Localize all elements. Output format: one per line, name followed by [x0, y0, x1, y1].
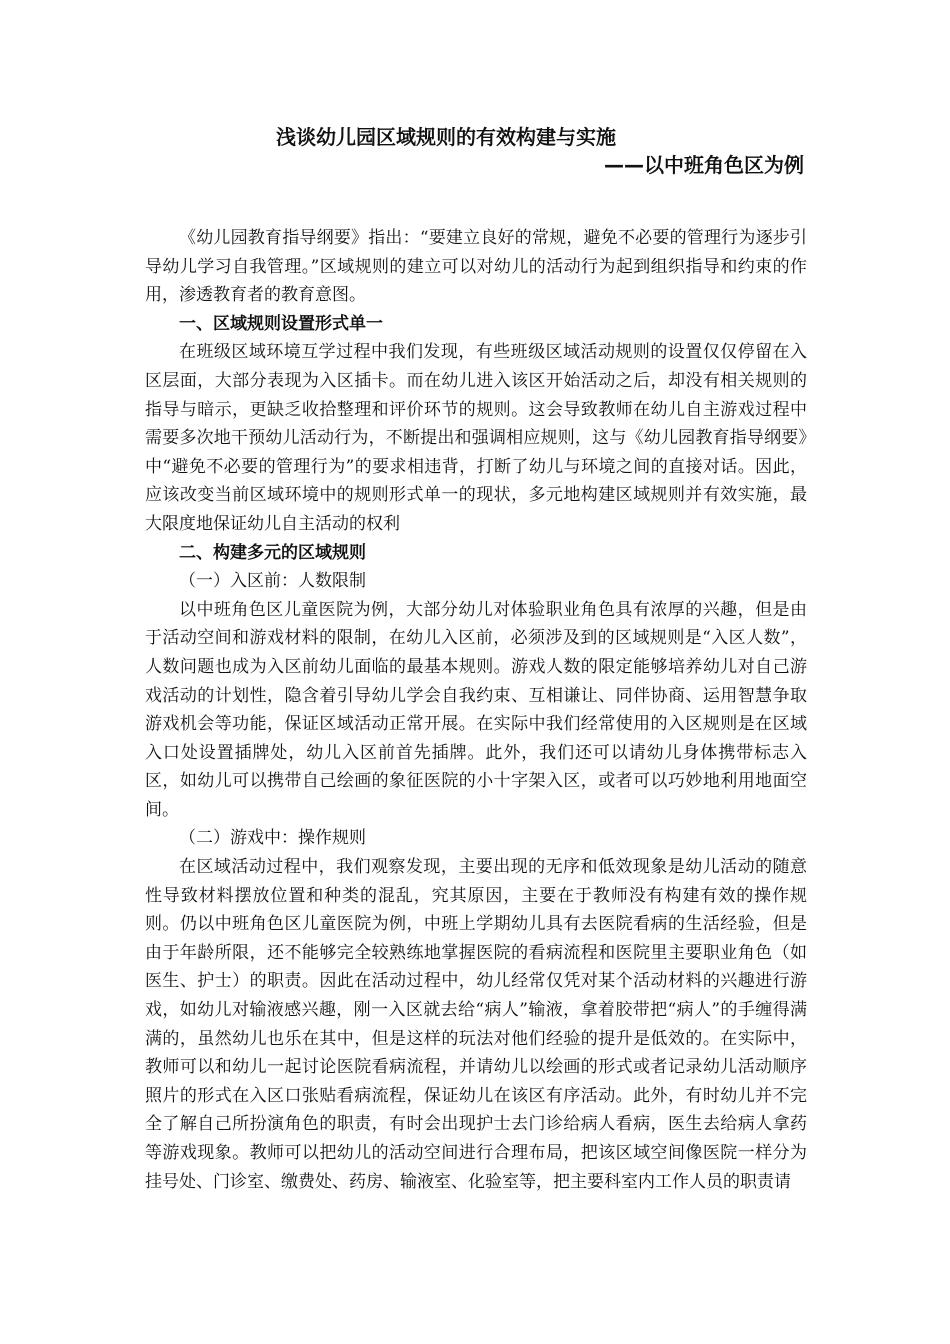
subheading-1: （一）入区前：人数限制 — [179, 571, 366, 592]
section-heading-2: 二、构建多元的区域规则 — [179, 542, 366, 563]
subheading-2: （二）游戏中：操作规则 — [179, 828, 366, 849]
paragraph-subsection-2: 在区域活动过程中，我们观察发现，主要出现的无序和低效现象是幼儿活动的随意性导致材料摆放位置和种类的混乱，究其原因，主要在于教师没有构建有效的操作规则。仍以中班角色区儿童医院为例，中班上学期幼儿具有去医院看病的生活经验，但是由于年龄所限，还不能够完全较熟练地掌握医院的看病流程和医院里主要职业角色（如医生、护士）的职责。因此在活动过程中，幼儿经常仅凭对某个活动材料的兴趣进行游戏，如幼儿对输液感兴趣，刚一入区就去给“病人”输液，拿着胶带把“病人”的手缠得满满的，虽然幼儿也乐在其中，但是这样的玩法对他们经验的提升是低效的。在实际中，教师可以和幼儿一起讨论医院看病流程，并请幼儿以绘画的形式或者记录幼儿活动顺序照片的形式在入区口张贴看病流程，保证幼儿在该区有序活动。此外，有时幼儿并不完全了解自己所扮演角色的职责，有时会出现护士去门诊给病人看病，医生去给病人拿药等游戏现象。教师可以把幼儿的活动空间进行合理布局，把该区域空间像医院一样分为挂号处、门诊室、缴费处、药房、输液室、化验室等，把主要科室内工作人员的职责请 — [145, 857, 807, 1192]
document-title: 浅谈幼儿园区域规则的有效构建与实施 — [276, 125, 616, 149]
document-body — [145, 224, 807, 1196]
section-heading-1: 一、区域规则设置形式单一 — [179, 313, 383, 334]
paragraph-subsection-1: 以中班角色区儿童医院为例，大部分幼儿对体验职业角色具有浓厚的兴趣，但是由于活动空间和游戏材料的限制，在幼儿入区前，必须涉及到的区域规则是“入区人数”，人数问题也成为入区前幼儿面临的最基本规则。游戏人数的限定能够培养幼儿对自己游戏活动的计划性，隐含着引导幼儿学会自我约束、互相谦让、同伴协商、运用智慧争取游戏机会等功能，保证区域活动正常开展。在实际中我们经常使用的入区规则是在区域入口处设置插牌处，幼儿入区前首先插牌。此外，我们还可以请幼儿身体携带标志入区，如幼儿可以携带自己绘画的象征医院的小十字架入区，或者可以巧妙地利用地面空间。 — [145, 599, 807, 820]
paragraph-intro: 《幼儿园教育指导纲要》指出：“要建立良好的常规，避免不必要的管理行为逐步引导幼儿学习自我管理。”区域规则的建立可以对幼儿的活动行为起到组织指导和约束的作用，渗透教育者的教育意图。 — [145, 228, 807, 306]
document-subtitle: ——以中班角色区为例 — [604, 153, 804, 177]
paragraph-section-1: 在班级区域环境互学过程中我们发现，有些班级区域活动规则的设置仅仅停留在入区层面，大部分表现为入区插卡。而在幼儿进入该区开始活动之后，却没有相关规则的指导与暗示，更缺乏收拾整理和评价环节的规则。这会导致教师在幼儿自主游戏过程中需要多次地干预幼儿活动行为，不断提出和强调相应规则，这与《幼儿园教育指导纲要》中“避免不必要的管理行为”的要求相违背，打断了幼儿与环境之间的直接对话。因此，应该改变当前区域环境中的规则形式单一的现状，多元地构建区域规则并有效实施，最大限度地保证幼儿自主活动的权利 — [145, 342, 807, 534]
